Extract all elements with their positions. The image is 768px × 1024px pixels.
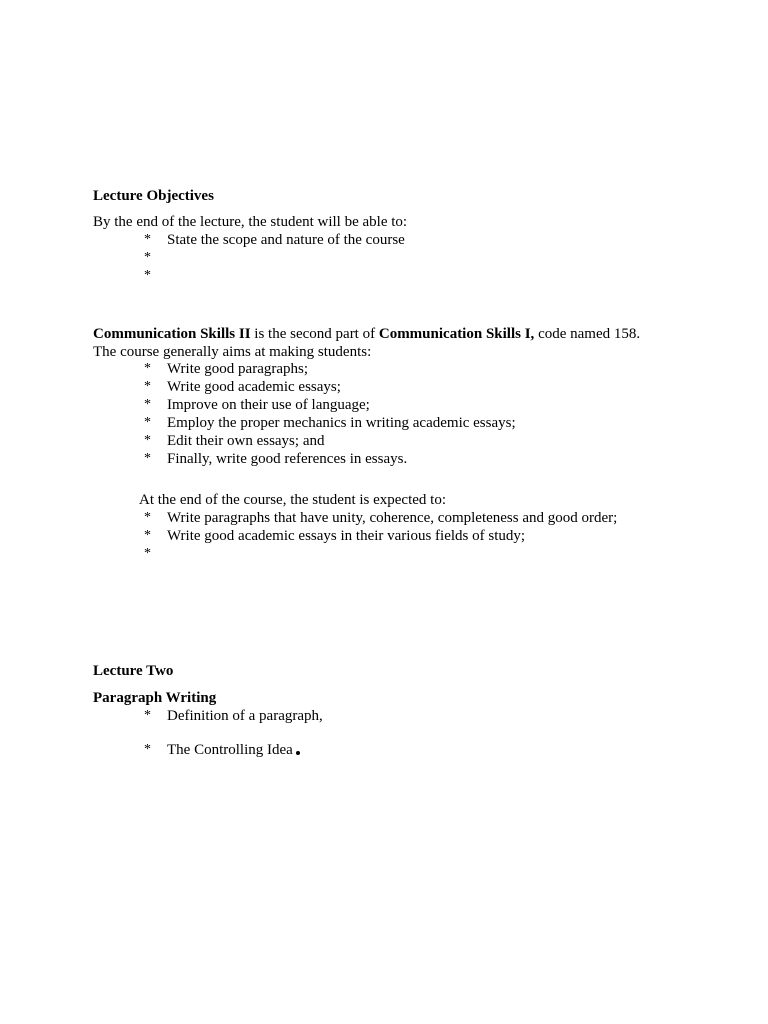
bullet-marker: * <box>144 379 151 394</box>
dot-icon <box>296 751 300 755</box>
bullet-marker: * <box>144 528 151 543</box>
lecture-two-item: Definition of a paragraph, <box>167 708 323 724</box>
course-intro-text: is the second part of <box>250 326 379 342</box>
aim-item: Employ the proper mechanics in writing academic essays; <box>167 415 516 431</box>
aim-item: Improve on their use of language; <box>167 397 370 413</box>
bullet-marker: * <box>144 268 151 283</box>
bullet-marker: * <box>144 742 151 757</box>
aims-intro: The course generally aims at making students: <box>93 344 372 360</box>
bullet-marker: * <box>144 451 151 466</box>
bullet-marker: * <box>144 708 151 723</box>
course-code-text: code named 158. <box>534 326 641 342</box>
expected-item: Write good academic essays in their various fields of study; <box>167 528 526 544</box>
bullet-marker: * <box>144 415 151 430</box>
aim-item: Edit their own essays; and <box>167 433 325 449</box>
course-name-2: Communication Skills II <box>93 326 251 342</box>
paragraph-writing-heading: Paragraph Writing <box>93 690 217 706</box>
expected-item: Write paragraphs that have unity, coherence, completeness and good order; <box>167 510 618 526</box>
course-intro-paragraph <box>93 325 640 343</box>
lecture-two-item: The Controlling Idea <box>167 742 293 758</box>
objectives-heading: Lecture Objectives <box>93 188 214 204</box>
bullet-marker: * <box>144 397 151 412</box>
bullet-marker: * <box>144 250 151 265</box>
lecture-two-item-wrap <box>167 741 300 759</box>
aim-item: Write good academic essays; <box>167 379 341 395</box>
bullet-marker: * <box>144 510 151 525</box>
aim-item: Finally, write good references in essays. <box>167 451 408 467</box>
objectives-intro: By the end of the lecture, the student will be able to: <box>93 214 408 230</box>
bullet-marker: * <box>144 433 151 448</box>
bullet-marker: * <box>144 546 151 561</box>
course-name-1: Communication Skills I, <box>378 326 535 342</box>
objective-item: State the scope and nature of the course <box>167 232 405 248</box>
aim-item: Write good paragraphs; <box>167 361 309 377</box>
bullet-marker: * <box>144 361 151 376</box>
bullet-marker: * <box>144 232 151 247</box>
lecture-two-heading: Lecture Two <box>93 663 174 679</box>
expected-intro: At the end of the course, the student is expected to: <box>139 492 446 508</box>
